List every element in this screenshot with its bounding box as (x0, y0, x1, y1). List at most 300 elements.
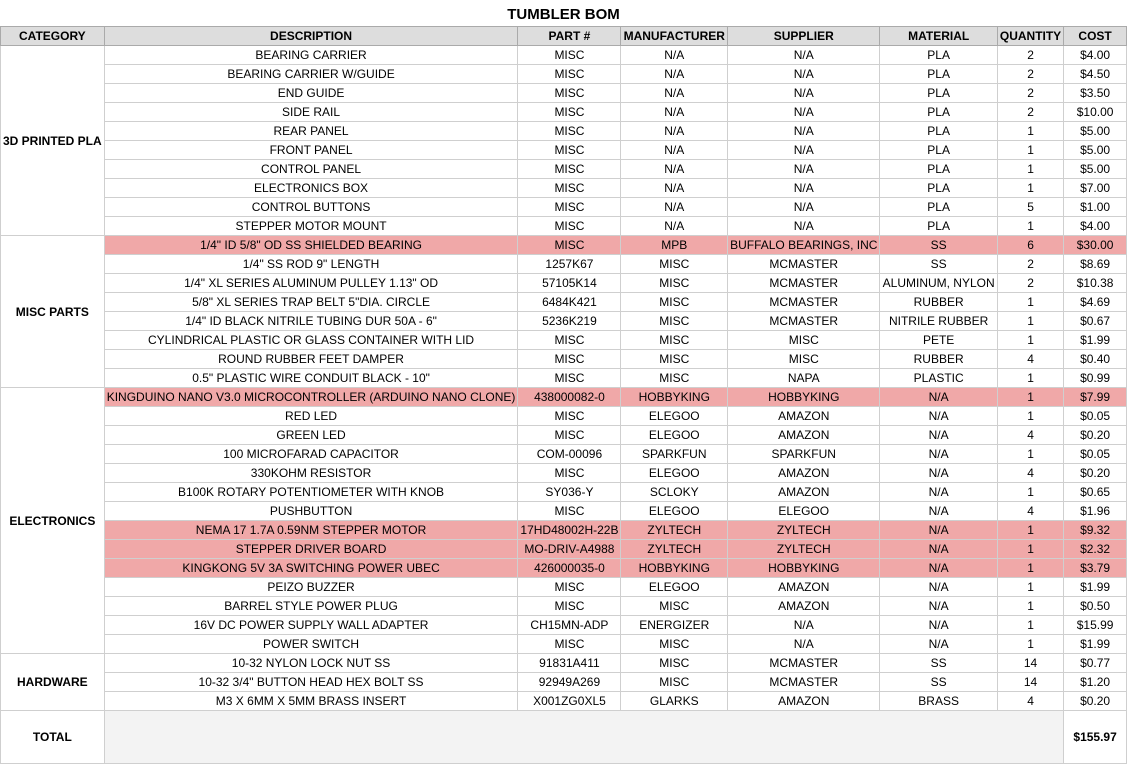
manufacturer-cell[interactable]: MISC (621, 673, 728, 692)
cost-cell[interactable]: $7.00 (1064, 179, 1127, 198)
description-cell[interactable]: PUSHBUTTON (104, 502, 518, 521)
quantity-cell[interactable]: 1 (997, 407, 1063, 426)
table-row (1, 464, 1127, 483)
material-cell[interactable]: PLA (880, 141, 997, 160)
cost-cell[interactable]: $10.38 (1064, 274, 1127, 293)
description-cell[interactable]: ELECTRONICS BOX (104, 179, 518, 198)
cost-cell[interactable]: $0.65 (1064, 483, 1127, 502)
supplier-cell[interactable]: N/A (728, 84, 880, 103)
cost-cell[interactable]: $4.00 (1064, 217, 1127, 236)
supplier-cell[interactable]: N/A (728, 103, 880, 122)
quantity-cell[interactable]: 1 (997, 521, 1063, 540)
table-row (1, 445, 1127, 464)
part-number-cell[interactable]: MISC (518, 502, 621, 521)
manufacturer-cell[interactable]: MISC (621, 350, 728, 369)
header-part-number[interactable]: PART # (518, 27, 621, 46)
part-number-cell[interactable]: MISC (518, 46, 621, 65)
manufacturer-cell[interactable]: ZYLTECH (621, 540, 728, 559)
description-cell[interactable]: 100 MICROFARAD CAPACITOR (104, 445, 518, 464)
material-cell[interactable]: N/A (880, 445, 997, 464)
table-row (1, 673, 1127, 692)
cost-cell[interactable]: $4.50 (1064, 65, 1127, 84)
description-cell[interactable]: 5/8" XL SERIES TRAP BELT 5"DIA. CIRCLE (104, 293, 518, 312)
material-cell[interactable]: BRASS (880, 692, 997, 711)
material-cell[interactable]: NITRILE RUBBER (880, 312, 997, 331)
quantity-cell[interactable]: 1 (997, 331, 1063, 350)
material-cell[interactable]: N/A (880, 578, 997, 597)
total-cost-cell[interactable]: $155.97 (1064, 711, 1127, 764)
manufacturer-cell[interactable]: HOBBYKING (621, 559, 728, 578)
cost-cell[interactable]: $1.99 (1064, 578, 1127, 597)
supplier-cell[interactable]: N/A (728, 46, 880, 65)
manufacturer-cell[interactable]: N/A (621, 179, 728, 198)
cost-cell[interactable]: $0.50 (1064, 597, 1127, 616)
quantity-cell[interactable]: 4 (997, 464, 1063, 483)
category-cell[interactable]: HARDWARE (1, 654, 105, 711)
cost-cell[interactable]: $1.00 (1064, 198, 1127, 217)
manufacturer-cell[interactable]: N/A (621, 103, 728, 122)
table-row (1, 654, 1127, 673)
table-row (1, 350, 1127, 369)
part-number-cell[interactable]: MISC (518, 84, 621, 103)
quantity-cell[interactable]: 1 (997, 559, 1063, 578)
description-cell[interactable]: M3 X 6MM X 5MM BRASS INSERT (104, 692, 518, 711)
description-cell[interactable]: NEMA 17 1.7A 0.59NM STEPPER MOTOR (104, 521, 518, 540)
description-cell[interactable]: ROUND RUBBER FEET DAMPER (104, 350, 518, 369)
description-cell[interactable]: BEARING CARRIER W/GUIDE (104, 65, 518, 84)
manufacturer-cell[interactable]: N/A (621, 198, 728, 217)
material-cell[interactable]: N/A (880, 388, 997, 407)
table-row (1, 502, 1127, 521)
quantity-cell[interactable]: 4 (997, 350, 1063, 369)
manufacturer-cell[interactable]: MISC (621, 369, 728, 388)
table-row (1, 331, 1127, 350)
supplier-cell[interactable]: AMAZON (728, 692, 880, 711)
cost-cell[interactable]: $5.00 (1064, 160, 1127, 179)
header-description[interactable]: DESCRIPTION (104, 27, 518, 46)
sheet-title: TUMBLER BOM (507, 6, 620, 23)
header-quantity[interactable]: QUANTITY (997, 27, 1063, 46)
description-cell[interactable]: PEIZO BUZZER (104, 578, 518, 597)
supplier-cell[interactable]: AMAZON (728, 407, 880, 426)
table-row (1, 274, 1127, 293)
table-row (1, 597, 1127, 616)
description-cell[interactable]: GREEN LED (104, 426, 518, 445)
cost-cell[interactable]: $8.69 (1064, 255, 1127, 274)
manufacturer-cell[interactable]: N/A (621, 65, 728, 84)
supplier-cell[interactable]: N/A (728, 160, 880, 179)
table-row (1, 84, 1127, 103)
material-cell[interactable]: PLA (880, 160, 997, 179)
table-row (1, 103, 1127, 122)
total-spacer-cell[interactable] (104, 711, 1064, 764)
total-row (1, 711, 1127, 764)
description-cell[interactable]: CYLINDRICAL PLASTIC OR GLASS CONTAINER WITH LID (104, 331, 518, 350)
table-row (1, 179, 1127, 198)
quantity-cell[interactable]: 2 (997, 65, 1063, 84)
table-row (1, 692, 1127, 711)
description-cell[interactable]: BEARING CARRIER (104, 46, 518, 65)
quantity-cell[interactable]: 1 (997, 388, 1063, 407)
supplier-cell[interactable]: MISC (728, 350, 880, 369)
manufacturer-cell[interactable]: ELEGOO (621, 426, 728, 445)
part-number-cell[interactable]: 438000082-0 (518, 388, 621, 407)
cost-cell[interactable]: $5.00 (1064, 141, 1127, 160)
table-row (1, 559, 1127, 578)
manufacturer-cell[interactable]: ELEGOO (621, 407, 728, 426)
table-row (1, 578, 1127, 597)
category-cell[interactable]: MISC PARTS (1, 236, 105, 388)
cost-cell[interactable]: $1.99 (1064, 635, 1127, 654)
quantity-cell[interactable]: 1 (997, 217, 1063, 236)
part-number-cell[interactable]: 5236K219 (518, 312, 621, 331)
supplier-cell[interactable]: MCMASTER (728, 293, 880, 312)
material-cell[interactable]: N/A (880, 502, 997, 521)
supplier-cell[interactable]: N/A (728, 635, 880, 654)
table-row (1, 388, 1127, 407)
material-cell[interactable]: N/A (880, 635, 997, 654)
manufacturer-cell[interactable]: ZYLTECH (621, 521, 728, 540)
supplier-cell[interactable]: N/A (728, 141, 880, 160)
quantity-cell[interactable]: 1 (997, 293, 1063, 312)
table-row (1, 407, 1127, 426)
description-cell[interactable]: END GUIDE (104, 84, 518, 103)
quantity-cell[interactable]: 4 (997, 426, 1063, 445)
quantity-cell[interactable]: 2 (997, 274, 1063, 293)
cost-cell[interactable]: $0.20 (1064, 464, 1127, 483)
cost-cell[interactable]: $9.32 (1064, 521, 1127, 540)
cost-cell[interactable]: $15.99 (1064, 616, 1127, 635)
table-row (1, 141, 1127, 160)
part-number-cell[interactable]: MISC (518, 578, 621, 597)
material-cell[interactable]: N/A (880, 616, 997, 635)
manufacturer-cell[interactable]: MISC (621, 293, 728, 312)
part-number-cell[interactable]: 91831A411 (518, 654, 621, 673)
cost-cell[interactable]: $0.05 (1064, 445, 1127, 464)
description-cell[interactable]: 1/4" XL SERIES ALUMINUM PULLEY 1.13" OD (104, 274, 518, 293)
supplier-cell[interactable]: N/A (728, 179, 880, 198)
table-row (1, 65, 1127, 84)
quantity-cell[interactable]: 2 (997, 46, 1063, 65)
material-cell[interactable]: PLA (880, 179, 997, 198)
description-cell[interactable]: STEPPER MOTOR MOUNT (104, 217, 518, 236)
material-cell[interactable]: PLA (880, 84, 997, 103)
description-cell[interactable]: B100K ROTARY POTENTIOMETER WITH KNOB (104, 483, 518, 502)
header-category[interactable]: CATEGORY (1, 27, 105, 46)
description-cell[interactable]: STEPPER DRIVER BOARD (104, 540, 518, 559)
manufacturer-cell[interactable]: N/A (621, 217, 728, 236)
cost-cell[interactable]: $5.00 (1064, 122, 1127, 141)
manufacturer-cell[interactable]: ENERGIZER (621, 616, 728, 635)
material-cell[interactable]: N/A (880, 426, 997, 445)
supplier-cell[interactable]: N/A (728, 217, 880, 236)
quantity-cell[interactable]: 1 (997, 578, 1063, 597)
manufacturer-cell[interactable]: N/A (621, 46, 728, 65)
part-number-cell[interactable]: MISC (518, 103, 621, 122)
material-cell[interactable]: SS (880, 236, 997, 255)
quantity-cell[interactable]: 1 (997, 160, 1063, 179)
description-cell[interactable]: 1/4" ID BLACK NITRILE TUBING DUR 50A - 6" (104, 312, 518, 331)
table-row (1, 255, 1127, 274)
cost-cell[interactable]: $0.40 (1064, 350, 1127, 369)
description-cell[interactable]: SIDE RAIL (104, 103, 518, 122)
manufacturer-cell[interactable]: ELEGOO (621, 464, 728, 483)
quantity-cell[interactable]: 4 (997, 502, 1063, 521)
header-supplier[interactable]: SUPPLIER (728, 27, 880, 46)
description-cell[interactable]: FRONT PANEL (104, 141, 518, 160)
supplier-cell[interactable]: N/A (728, 616, 880, 635)
supplier-cell[interactable]: AMAZON (728, 578, 880, 597)
part-number-cell[interactable]: SY036-Y (518, 483, 621, 502)
supplier-cell[interactable]: ELEGOO (728, 502, 880, 521)
category-cell[interactable]: ELECTRONICS (1, 388, 105, 654)
part-number-cell[interactable]: 1257K67 (518, 255, 621, 274)
part-number-cell[interactable]: MISC (518, 122, 621, 141)
quantity-cell[interactable]: 1 (997, 540, 1063, 559)
supplier-cell[interactable]: N/A (728, 122, 880, 141)
part-number-cell[interactable]: MISC (518, 236, 621, 255)
quantity-cell[interactable]: 14 (997, 654, 1063, 673)
description-cell[interactable]: 1/4" ID 5/8" OD SS SHIELDED BEARING (104, 236, 518, 255)
supplier-cell[interactable]: AMAZON (728, 464, 880, 483)
quantity-cell[interactable]: 1 (997, 445, 1063, 464)
description-cell[interactable]: RED LED (104, 407, 518, 426)
quantity-cell[interactable]: 1 (997, 312, 1063, 331)
description-cell[interactable]: 330KOHM RESISTOR (104, 464, 518, 483)
material-cell[interactable]: PLA (880, 103, 997, 122)
manufacturer-cell[interactable]: N/A (621, 160, 728, 179)
table-row (1, 236, 1127, 255)
material-cell[interactable]: N/A (880, 597, 997, 616)
cost-cell[interactable]: $2.32 (1064, 540, 1127, 559)
quantity-cell[interactable]: 4 (997, 692, 1063, 711)
supplier-cell[interactable]: MCMASTER (728, 654, 880, 673)
part-number-cell[interactable]: MISC (518, 597, 621, 616)
material-cell[interactable]: SS (880, 654, 997, 673)
table-row (1, 217, 1127, 236)
manufacturer-cell[interactable]: MISC (621, 274, 728, 293)
manufacturer-cell[interactable]: N/A (621, 122, 728, 141)
supplier-cell[interactable]: HOBBYKING (728, 559, 880, 578)
part-number-cell[interactable]: MISC (518, 635, 621, 654)
cost-cell[interactable]: $0.05 (1064, 407, 1127, 426)
quantity-cell[interactable]: 5 (997, 198, 1063, 217)
manufacturer-cell[interactable]: MISC (621, 331, 728, 350)
manufacturer-cell[interactable]: MPB (621, 236, 728, 255)
supplier-cell[interactable]: MCMASTER (728, 274, 880, 293)
header-material[interactable]: MATERIAL (880, 27, 997, 46)
manufacturer-cell[interactable]: MISC (621, 654, 728, 673)
supplier-cell[interactable]: HOBBYKING (728, 388, 880, 407)
part-number-cell[interactable]: MISC (518, 369, 621, 388)
part-number-cell[interactable]: 6484K421 (518, 293, 621, 312)
table-row (1, 483, 1127, 502)
quantity-cell[interactable]: 1 (997, 141, 1063, 160)
cost-cell[interactable]: $0.67 (1064, 312, 1127, 331)
part-number-cell[interactable]: 426000035-0 (518, 559, 621, 578)
manufacturer-cell[interactable]: SPARKFUN (621, 445, 728, 464)
supplier-cell[interactable]: N/A (728, 65, 880, 84)
description-cell[interactable]: CONTROL PANEL (104, 160, 518, 179)
manufacturer-cell[interactable]: MISC (621, 635, 728, 654)
table-row (1, 122, 1127, 141)
table-row (1, 198, 1127, 217)
part-number-cell[interactable]: MISC (518, 141, 621, 160)
material-cell[interactable]: RUBBER (880, 293, 997, 312)
description-cell[interactable]: 16V DC POWER SUPPLY WALL ADAPTER (104, 616, 518, 635)
supplier-cell[interactable]: SPARKFUN (728, 445, 880, 464)
description-cell[interactable]: KINGDUINO NANO V3.0 MICROCONTROLLER (ARDUINO NANO CLONE) (104, 388, 518, 407)
quantity-cell[interactable]: 1 (997, 597, 1063, 616)
material-cell[interactable]: RUBBER (880, 350, 997, 369)
quantity-cell[interactable]: 1 (997, 179, 1063, 198)
quantity-cell[interactable]: 1 (997, 483, 1063, 502)
cost-cell[interactable]: $1.96 (1064, 502, 1127, 521)
manufacturer-cell[interactable]: GLARKS (621, 692, 728, 711)
part-number-cell[interactable]: MISC (518, 160, 621, 179)
part-number-cell[interactable]: MISC (518, 217, 621, 236)
quantity-cell[interactable]: 1 (997, 122, 1063, 141)
cost-cell[interactable]: $30.00 (1064, 236, 1127, 255)
category-cell[interactable]: 3D PRINTED PLA (1, 46, 105, 236)
header-row (1, 27, 1127, 46)
supplier-cell[interactable]: AMAZON (728, 426, 880, 445)
supplier-cell[interactable]: ZYLTECH (728, 521, 880, 540)
part-number-cell[interactable]: CH15MN-ADP (518, 616, 621, 635)
manufacturer-cell[interactable]: MISC (621, 597, 728, 616)
cost-cell[interactable]: $10.00 (1064, 103, 1127, 122)
part-number-cell[interactable]: X001ZG0XL5 (518, 692, 621, 711)
material-cell[interactable]: N/A (880, 483, 997, 502)
quantity-cell[interactable]: 6 (997, 236, 1063, 255)
manufacturer-cell[interactable]: N/A (621, 84, 728, 103)
material-cell[interactable]: N/A (880, 540, 997, 559)
material-cell[interactable]: PLA (880, 46, 997, 65)
supplier-cell[interactable]: NAPA (728, 369, 880, 388)
part-number-cell[interactable]: COM-00096 (518, 445, 621, 464)
bom-body (1, 46, 1127, 764)
table-row (1, 635, 1127, 654)
cost-cell[interactable]: $0.99 (1064, 369, 1127, 388)
table-row (1, 616, 1127, 635)
manufacturer-cell[interactable]: MISC (621, 312, 728, 331)
supplier-cell[interactable]: N/A (728, 198, 880, 217)
part-number-cell[interactable]: MISC (518, 198, 621, 217)
manufacturer-cell[interactable]: MISC (621, 255, 728, 274)
quantity-cell[interactable]: 2 (997, 255, 1063, 274)
description-cell[interactable]: 10-32 3/4" BUTTON HEAD HEX BOLT SS (104, 673, 518, 692)
quantity-cell[interactable]: 1 (997, 616, 1063, 635)
table-row (1, 312, 1127, 331)
cost-cell[interactable]: $3.79 (1064, 559, 1127, 578)
material-cell[interactable]: SS (880, 673, 997, 692)
supplier-cell[interactable]: ZYLTECH (728, 540, 880, 559)
cost-cell[interactable]: $4.69 (1064, 293, 1127, 312)
supplier-cell[interactable]: MISC (728, 331, 880, 350)
description-cell[interactable]: 0.5" PLASTIC WIRE CONDUIT BLACK - 10" (104, 369, 518, 388)
quantity-cell[interactable]: 2 (997, 103, 1063, 122)
manufacturer-cell[interactable]: ELEGOO (621, 578, 728, 597)
cost-cell[interactable]: $7.99 (1064, 388, 1127, 407)
quantity-cell[interactable]: 14 (997, 673, 1063, 692)
table-row (1, 540, 1127, 559)
material-cell[interactable]: PETE (880, 331, 997, 350)
material-cell[interactable]: N/A (880, 521, 997, 540)
description-cell[interactable]: KINGKONG 5V 3A SWITCHING POWER UBEC (104, 559, 518, 578)
cost-cell[interactable]: $0.77 (1064, 654, 1127, 673)
supplier-cell[interactable]: MCMASTER (728, 255, 880, 274)
part-number-cell[interactable]: MISC (518, 350, 621, 369)
supplier-cell[interactable]: MCMASTER (728, 312, 880, 331)
table-row (1, 293, 1127, 312)
description-cell[interactable]: BARREL STYLE POWER PLUG (104, 597, 518, 616)
manufacturer-cell[interactable]: N/A (621, 141, 728, 160)
quantity-cell[interactable]: 1 (997, 369, 1063, 388)
supplier-cell[interactable]: AMAZON (728, 597, 880, 616)
part-number-cell[interactable]: MISC (518, 331, 621, 350)
part-number-cell[interactable]: 92949A269 (518, 673, 621, 692)
table-row (1, 46, 1127, 65)
material-cell[interactable]: SS (880, 255, 997, 274)
quantity-cell[interactable]: 1 (997, 635, 1063, 654)
description-cell[interactable]: 10-32 NYLON LOCK NUT SS (104, 654, 518, 673)
quantity-cell[interactable]: 2 (997, 84, 1063, 103)
material-cell[interactable]: ALUMINUM, NYLON (880, 274, 997, 293)
supplier-cell[interactable]: BUFFALO BEARINGS, INC (728, 236, 880, 255)
manufacturer-cell[interactable]: ELEGOO (621, 502, 728, 521)
material-cell[interactable]: N/A (880, 407, 997, 426)
material-cell[interactable]: PLA (880, 217, 997, 236)
part-number-cell[interactable]: MISC (518, 464, 621, 483)
description-cell[interactable]: POWER SWITCH (104, 635, 518, 654)
description-cell[interactable]: CONTROL BUTTONS (104, 198, 518, 217)
cost-cell[interactable]: $4.00 (1064, 46, 1127, 65)
manufacturer-cell[interactable]: HOBBYKING (621, 388, 728, 407)
material-cell[interactable]: PLA (880, 198, 997, 217)
table-row (1, 426, 1127, 445)
cost-cell[interactable]: $1.20 (1064, 673, 1127, 692)
description-cell[interactable]: 1/4" SS ROD 9" LENGTH (104, 255, 518, 274)
description-cell[interactable]: REAR PANEL (104, 122, 518, 141)
bom-table (0, 26, 1127, 764)
cost-cell[interactable]: $0.20 (1064, 692, 1127, 711)
part-number-cell[interactable]: MISC (518, 179, 621, 198)
table-row (1, 369, 1127, 388)
supplier-cell[interactable]: AMAZON (728, 483, 880, 502)
part-number-cell[interactable]: MO-DRIV-A4988 (518, 540, 621, 559)
part-number-cell[interactable]: MISC (518, 65, 621, 84)
part-number-cell[interactable]: 57105K14 (518, 274, 621, 293)
total-label[interactable]: TOTAL (1, 711, 105, 764)
material-cell[interactable]: N/A (880, 464, 997, 483)
material-cell[interactable]: PLA (880, 122, 997, 141)
material-cell[interactable]: PLASTIC (880, 369, 997, 388)
material-cell[interactable]: PLA (880, 65, 997, 84)
table-row (1, 160, 1127, 179)
header-cost[interactable]: COST (1064, 27, 1127, 46)
header-manufacturer[interactable]: MANUFACTURER (621, 27, 728, 46)
cost-cell[interactable]: $3.50 (1064, 84, 1127, 103)
material-cell[interactable]: N/A (880, 559, 997, 578)
manufacturer-cell[interactable]: SCLOKY (621, 483, 728, 502)
supplier-cell[interactable]: MCMASTER (728, 673, 880, 692)
part-number-cell[interactable]: 17HD48002H-22B (518, 521, 621, 540)
cost-cell[interactable]: $1.99 (1064, 331, 1127, 350)
part-number-cell[interactable]: MISC (518, 426, 621, 445)
part-number-cell[interactable]: MISC (518, 407, 621, 426)
cost-cell[interactable]: $0.20 (1064, 426, 1127, 445)
table-row (1, 521, 1127, 540)
